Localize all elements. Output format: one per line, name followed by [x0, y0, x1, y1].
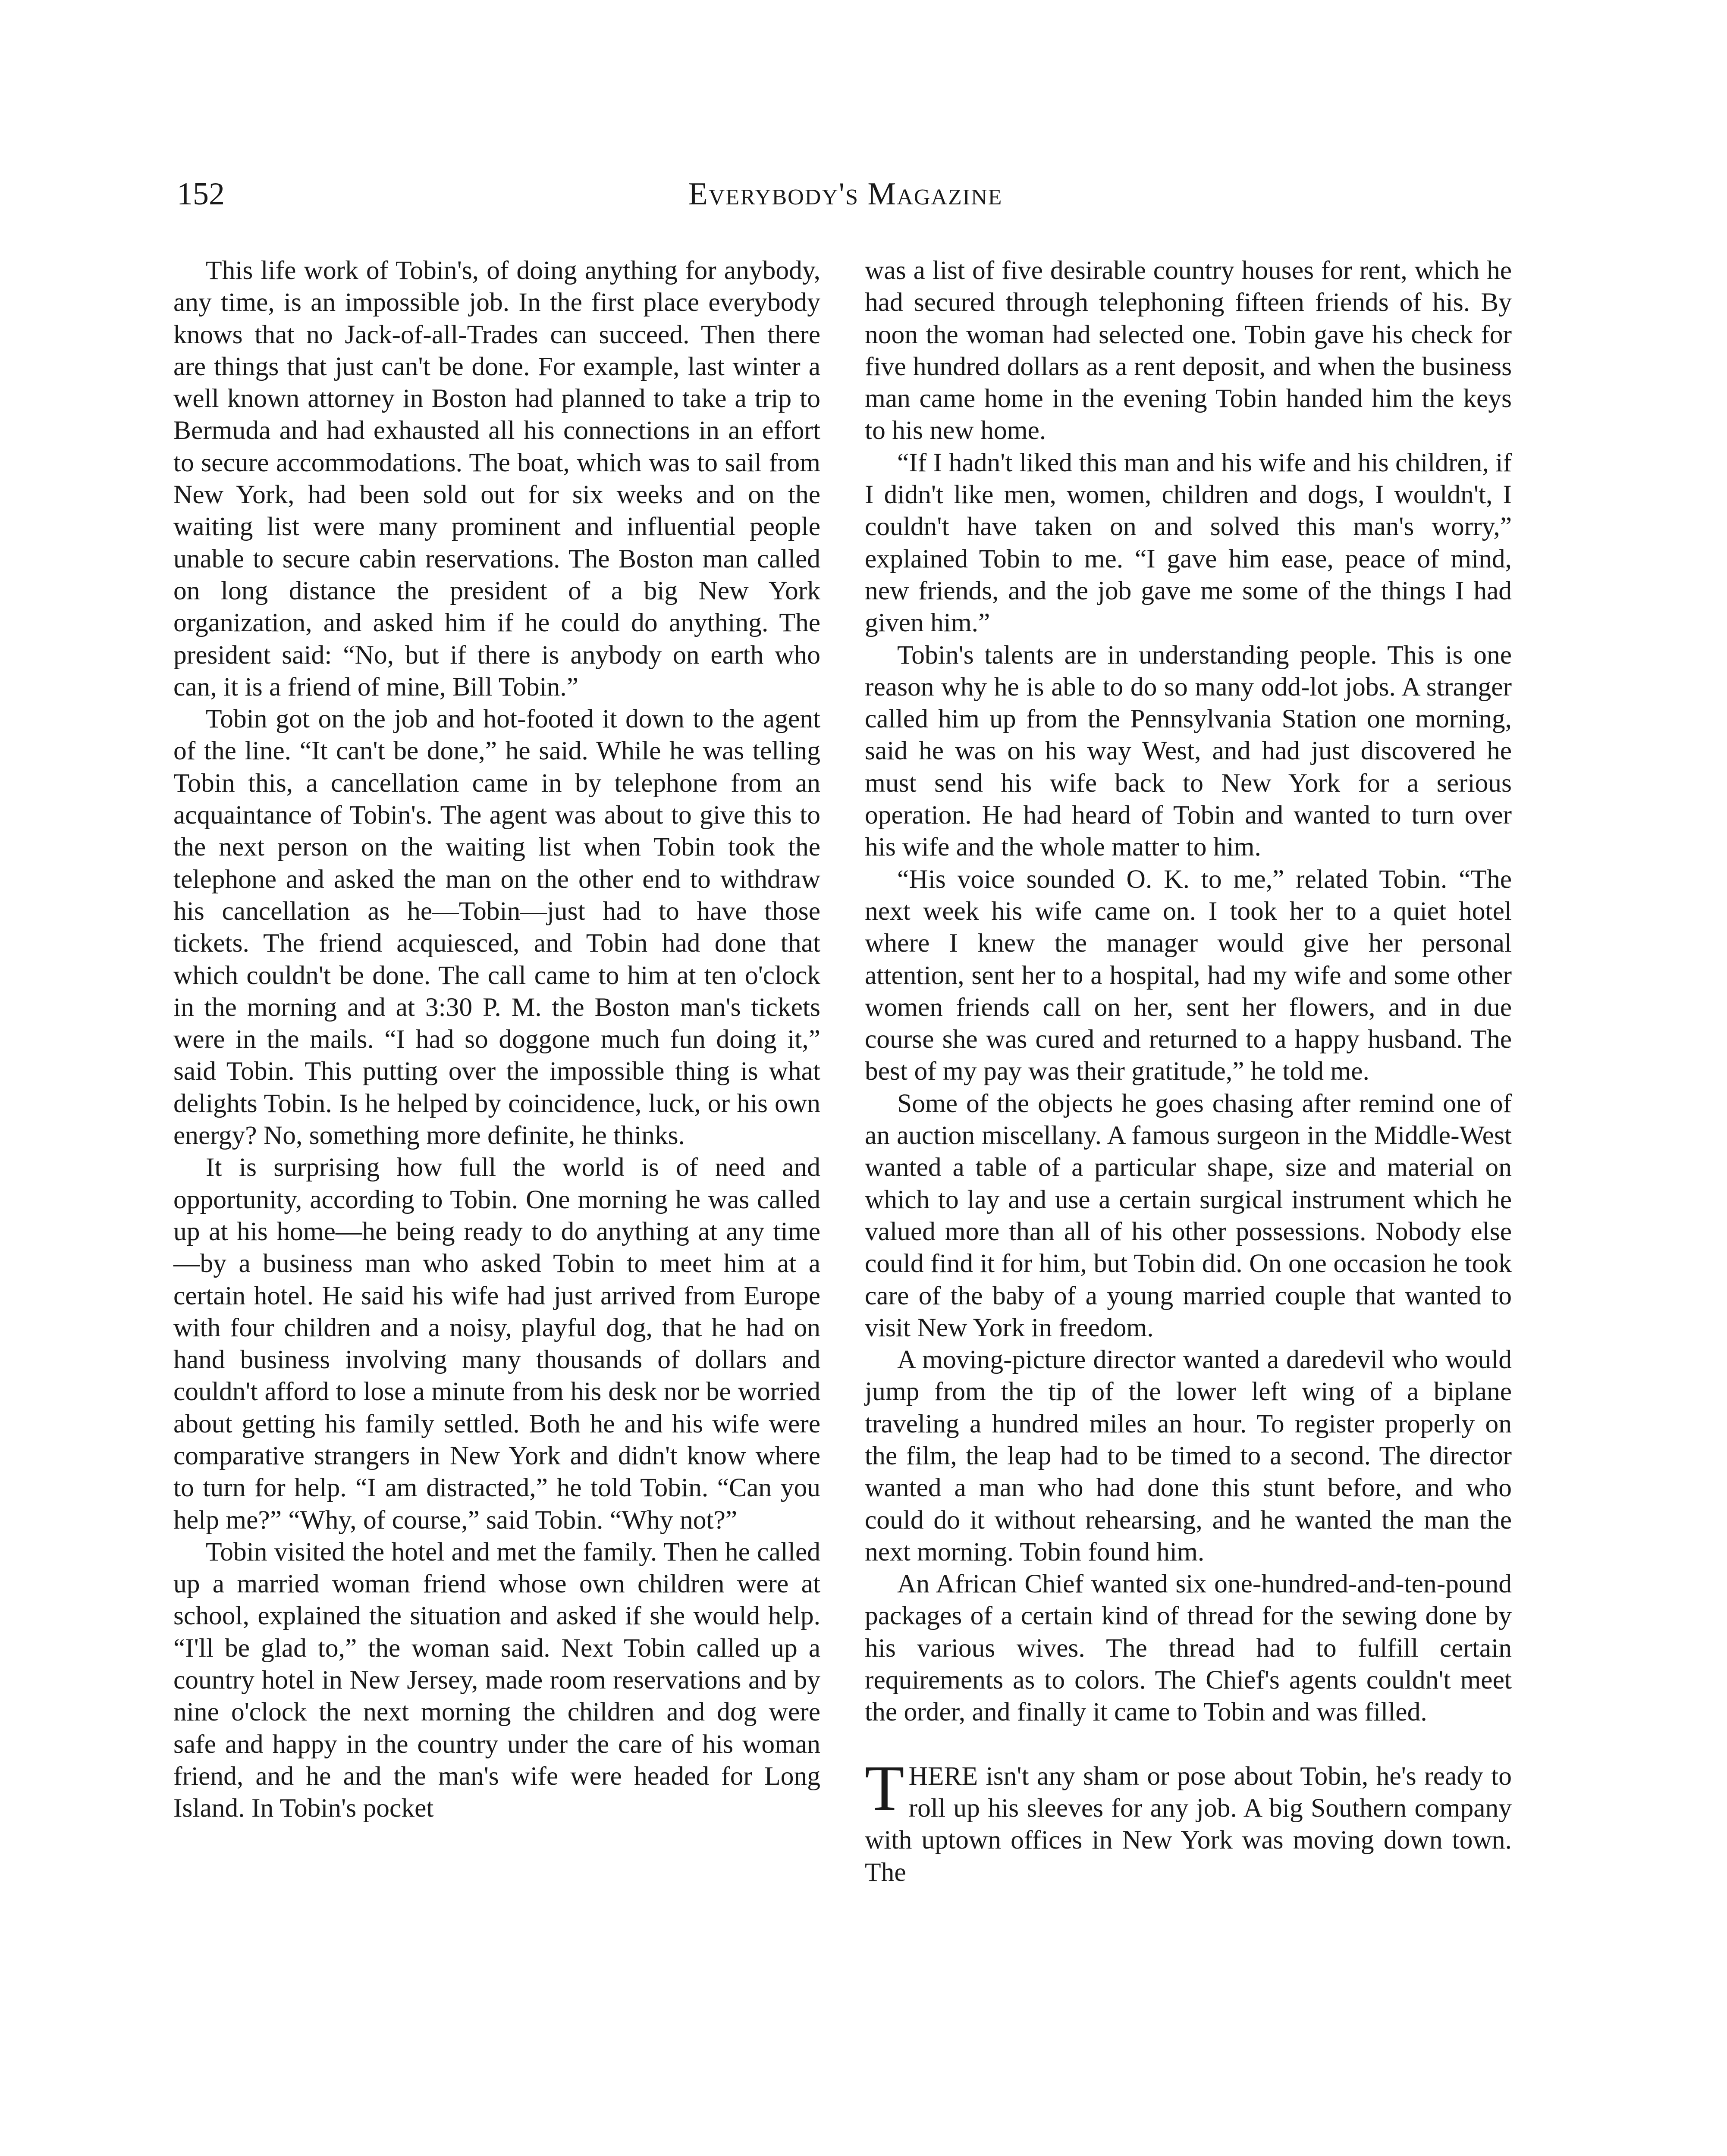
paragraph: Tobin visited the hotel and met the family. Then he called up a married woman friend whose own children were at school, explained the situation and asked if she would help. “I'll be glad to,” the woman said. Next Tobin called up a country hotel in New Jersey, made room reservations and by nine o'clock the next morning the children and dog were safe and happy in the country under the care of his woman friend, and he and the man's wife were headed for Long Island. In Tobin's pocket	[173, 1537, 820, 1823]
paragraph: A moving-picture director wanted a daredevil who would jump from the tip of the lower left wing of a biplane traveling a hundred miles an hour. To register properly on the film, the leap had to be timed to a second. The director wanted a man who had done this stunt before, and who could do it without rehearsing, and he wanted the man the next morning. Tobin found him.	[865, 1345, 1512, 1567]
paragraph-continuation: was a list of five desirable country houses for rent, which he had secured through telephoning fifteen friends of his. By noon the woman had selected one. Tobin gave his check for five hundred dollars as a rent deposit, and when the business man came home in the evening Tobin handed him the keys to his new home.	[865, 256, 1512, 445]
left-column	[173, 254, 820, 1824]
paragraph: Some of the objects he goes chasing after remind one of an auction miscellany. A famous surgeon in the Middle-West wanted a table of a particular shape, size and material on which to lay and use a certain surgical instrument which he valued more than all of his other possessions. Nobody else could find it for him, but Tobin did. On one occasion he took care of the baby of a young married couple that wanted to visit New York in freedom.	[865, 1088, 1512, 1342]
page-header	[177, 170, 1514, 218]
drop-cap: T	[865, 1752, 904, 1824]
section-text: HERE isn't any sham or pose about Tobin, he's ready to roll up his sleeves for any job. A big Southern company with uptown offices in New York was moving down town. The	[865, 1761, 1512, 1887]
paragraph: “His voice sounded O. K. to me,” related Tobin. “The next week his wife came on. I took her to a quiet hotel where I knew the manager would give her personal attention, sent her to a hospital, had my wife and some other women friends call on her, sent her flowers, and in due course she was cured and returned to a happy husband. The best of my pay was their gratitude,” he told me.	[865, 864, 1512, 1086]
right-column	[865, 254, 1512, 1888]
paragraph: This life work of Tobin's, of doing anything for anybody, any time, is an impossible job. In the first place everybody knows that no Jack-of-all-Trades can succeed. Then there are things that just can't be done. For example, last winter a well known attorney in Boston had planned to take a trip to Bermuda and had exhausted all his connections in an effort to secure accommodations. The boat, which was to sail from New York, had been sold out for six weeks and on the waiting list were many prominent and influential people unable to secure cabin reservations. The Boston man called on long distance the president of a big New York organization, and asked him if he could do anything. The president said: “No, but if there is anybody on earth who can, it is a friend of mine, Bill Tobin.”	[173, 256, 820, 702]
page-number: 152	[177, 176, 225, 212]
running-title: Everybody's Magazine	[688, 176, 1003, 212]
paragraph: “If I hadn't liked this man and his wife and his children, if I didn't like men, women, children and dogs, I wouldn't, I couldn't have taken on and solved this man's worry,” explained Tobin to me. “I gave him ease, peace of mind, new friends, and the job gave me some of the things I had given him.”	[865, 448, 1512, 638]
section-opening-paragraph	[865, 1752, 1512, 1888]
paragraph: It is surprising how full the world is of need and opportunity, according to Tobin. One morning he was called up at his home—he being ready to do anything at any time—by a business man who asked Tobin to meet him at a certain hotel. He said his wife had just arrived from Europe with four children and a noisy, playful dog, that he had on hand business involving many thousands of dollars and couldn't afford to lose a minute from his desk nor be worried about getting his family settled. Both he and his wife were comparative strangers in New York and didn't know where to turn for help. “I am distracted,” he told Tobin. “Can you help me?” “Why, of course,” said Tobin. “Why not?”	[173, 1153, 820, 1535]
paragraph: Tobin's talents are in understanding people. This is one reason why he is able to do so many odd-lot jobs. A stranger called him up from the Pennsylvania Station one morning, said he was on his way West, and had just discovered he must send his wife back to New York for a serious operation. He had heard of Tobin and wanted to turn over his wife and the whole matter to him.	[865, 640, 1512, 862]
paragraph: An African Chief wanted six one-hundred-and-ten-pound packages of a certain kind of thread for the sewing done by his various wives. The thread had to fulfill certain requirements as to colors. The Chief's agents couldn't meet the order, and finally it came to Tobin and was filled.	[865, 1569, 1512, 1727]
paragraph: Tobin got on the job and hot-footed it down to the agent of the line. “It can't be done,” he said. While he was telling Tobin this, a cancellation came in by telephone from an acquaintance of Tobin's. The agent was about to give this to the next person on the waiting list when Tobin took the telephone and asked the man on the other end to withdraw his cancellation as he—Tobin—just had to have those tickets. The friend acquiesced, and Tobin had done that which couldn't be done. The call came to him at ten o'clock in the morning and at 3:30 P. M. the Boston man's tickets were in the mails. “I had so doggone much fun doing it,” said Tobin. This putting over the impossible thing is what delights Tobin. Is he helped by coincidence, luck, or his own energy? No, something more definite, he thinks.	[173, 704, 820, 1150]
